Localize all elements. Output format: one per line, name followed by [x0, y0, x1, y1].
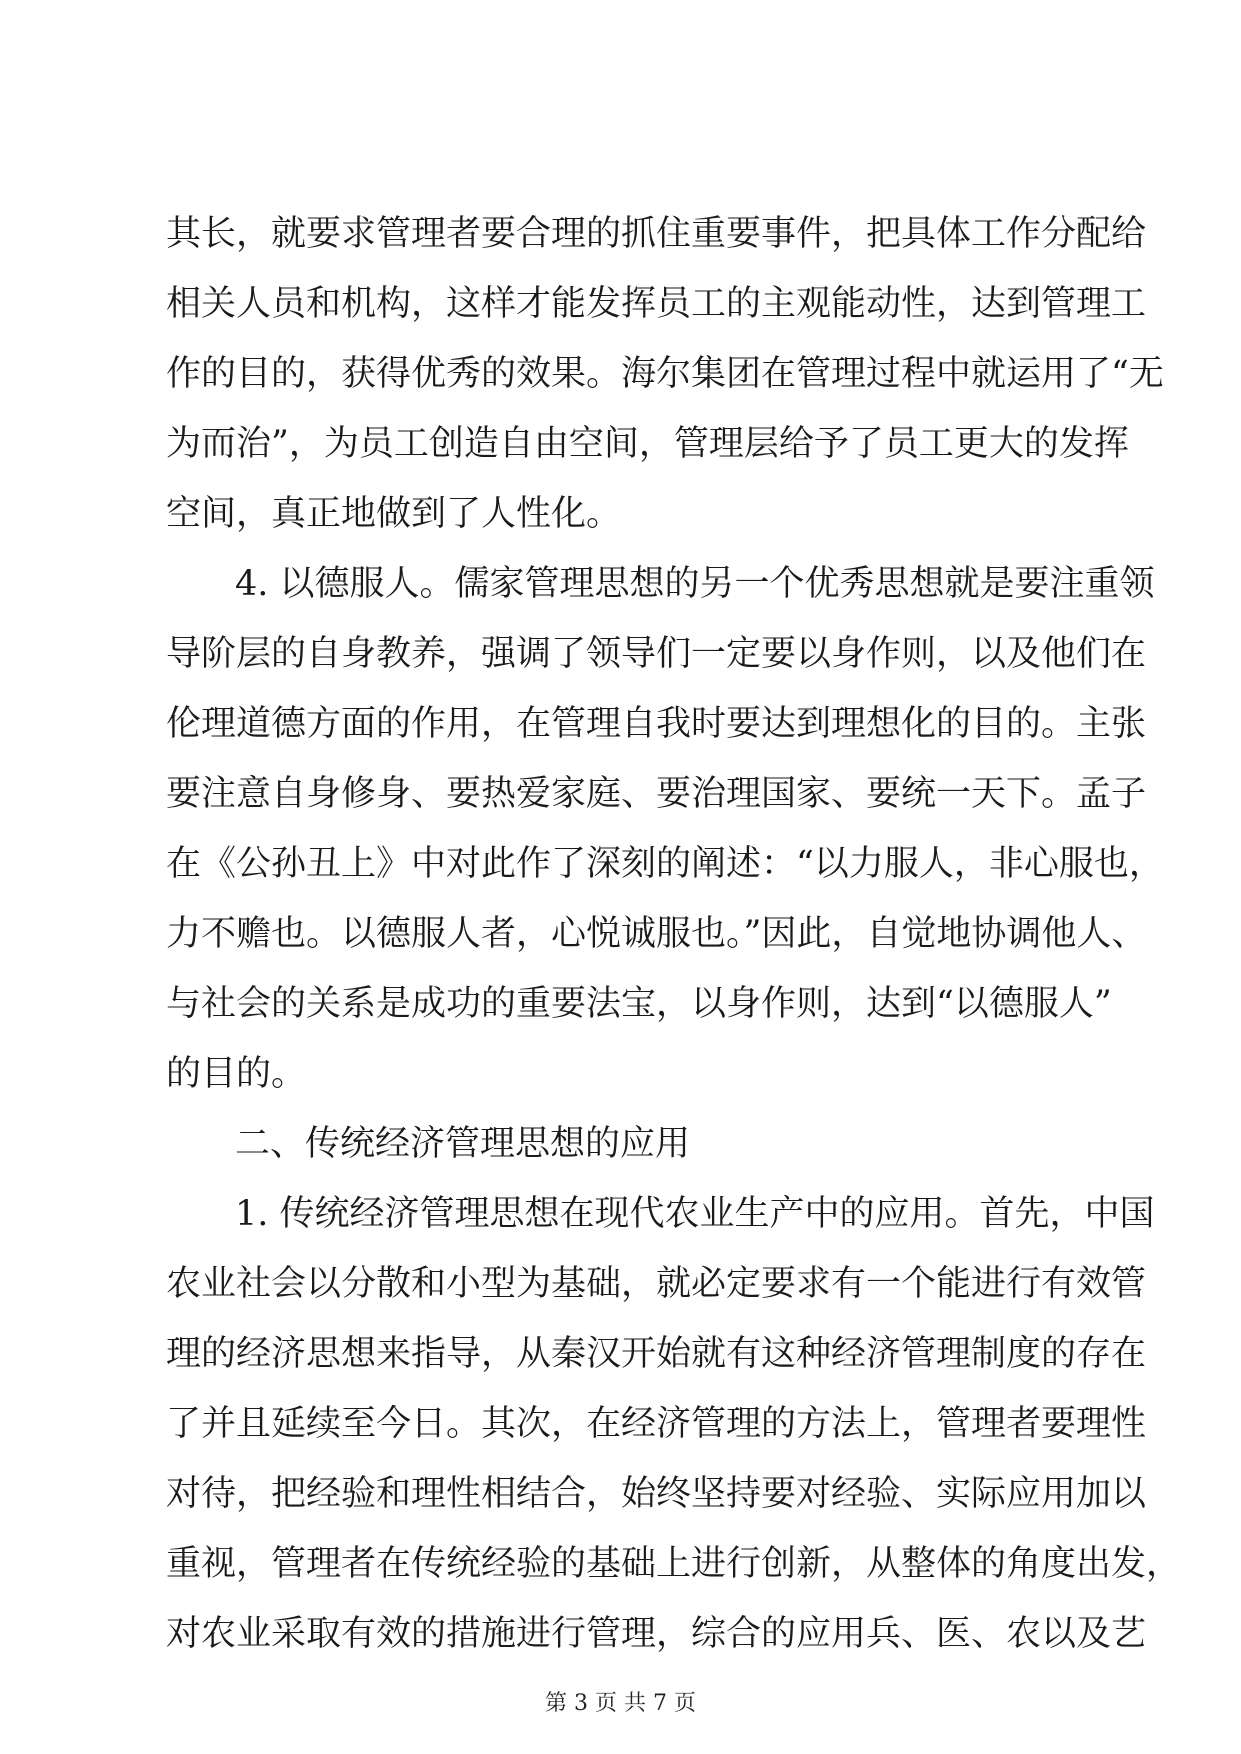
text-line: 作的目的，获得优秀的效果。海尔集团在管理过程中就运用了“无 [166, 354, 1164, 394]
text-line: 相关人员和机构，这样才能发挥员工的主观能动性，达到管理工 [166, 284, 1147, 324]
text-line: 力不赡也。以德服人者，心悦诚服也。”因此，自觉地协调他人、 [166, 914, 1147, 954]
text-line: 导阶层的自身教养，强调了领导们一定要以身作则，以及他们在 [166, 634, 1147, 674]
text-line: 伦理道德方面的作用，在管理自我时要达到理想化的目的。主张 [166, 704, 1147, 744]
page-number-footer: 第 3 页 共 7 页 [545, 1691, 696, 1716]
text-line: 为而治”，为员工创造自由空间，管理层给予了员工更大的发挥 [166, 424, 1129, 464]
paragraph-start-line: 4. 以德服人。儒家管理思想的另一个优秀思想就是要注重领 [235, 564, 1155, 604]
text-line: 重视，管理者在传统经验的基础上进行创新，从整体的角度出发， [166, 1544, 1182, 1584]
text-line: 与社会的关系是成功的重要法宝，以身作则，达到“以德服人” [166, 984, 1112, 1024]
text-line: 了并且延续至今日。其次，在经济管理的方法上，管理者要理性 [166, 1404, 1147, 1444]
text-line: 对农业采取有效的措施进行管理，综合的应用兵、医、农以及艺 [166, 1614, 1147, 1654]
paragraph-start-line: 1. 传统经济管理思想在现代农业生产中的应用。首先，中国 [235, 1194, 1155, 1234]
text-line: 在《公孙丑上》中对此作了深刻的阐述：“以力服人，非心服也， [166, 844, 1164, 884]
text-line: 的目的。 [166, 1054, 307, 1094]
text-line: 要注意自身修身、要热爱家庭、要治理国家、要统一天下。孟子 [166, 774, 1147, 814]
text-line: 农业社会以分散和小型为基础，就必定要求有一个能进行有效管 [166, 1264, 1147, 1304]
text-line: 空间，真正地做到了人性化。 [166, 494, 622, 534]
section-heading: 二、传统经济管理思想的应用 [235, 1124, 691, 1164]
text-line: 其长，就要求管理者要合理的抓住重要事件，把具体工作分配给 [166, 214, 1147, 254]
text-line: 理的经济思想来指导，从秦汉开始就有这种经济管理制度的存在 [166, 1334, 1147, 1374]
text-line: 对待，把经验和理性相结合，始终坚持要对经验、实际应用加以 [166, 1474, 1147, 1514]
